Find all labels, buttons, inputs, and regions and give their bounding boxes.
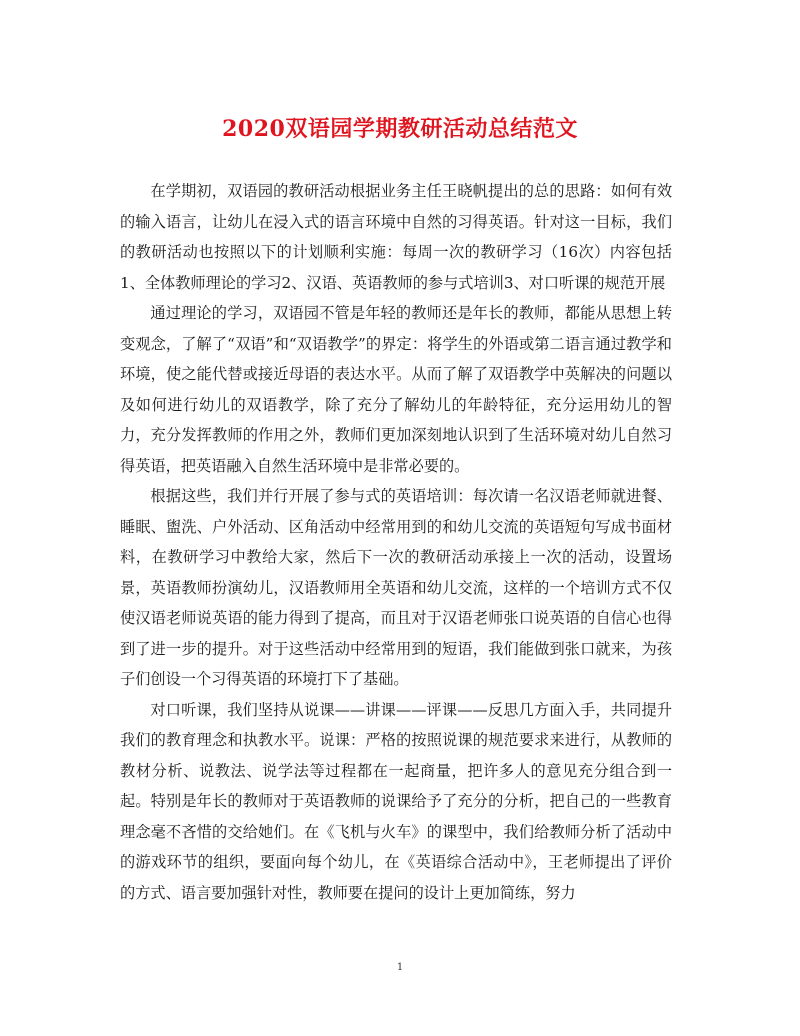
paragraph-2: 通过理论的学习，双语园不管是年轻的教师还是年长的教师，都能从思想上转变观念，了解了“双语”和“双语教学”的界定：将学生的外语或第二语言通过教学和环境，使之能代替或接近母语的表达水平。从而了解了双语教学中英解决的问题以及如何进行幼儿的双语教学，除了充分了解幼儿的年龄特征，充分运用幼儿的智力，充分发挥教师的作用之外，教师们更加深刻地认识到了生活环境对幼儿自然习得英语，把英语融入自然生活环境中是非常必要的。: [120, 304, 672, 475]
page-number: 1: [396, 962, 404, 973]
document-body: [120, 176, 672, 908]
paragraph-1: 在学期初，双语园的教研活动根据业务主任王晓帆提出的总的思路：如何有效的输入语言，让幼儿在浸入式的语言环境中自然的习得英语。针对这一目标，我们的教研活动也按照以下的计划顺利实施：每周一次的教研学习（16次）内容包括1、全体教师理论的学习2、汉语、英语教师的参与式培训3、对口听课的规范开展: [120, 182, 672, 292]
document-title: 2020双语园学期教研活动总结范文: [222, 116, 578, 142]
paragraph-3: 根据这些，我们并行开展了参与式的英语培训：每次请一名汉语老师就进餐、睡眠、盥洗、户外活动、区角活动中经常用到的和幼儿交流的英语短句写成书面材料，在教研学习中教给大家，然后下一次的教研活动承接上一次的活动，设置场景，英语教师扮演幼儿，汉语教师用全英语和幼儿交流，这样的一个培训方式不仅使汉语老师说英语的能力得到了提高，而且对于汉语老师张口说英语的自信心也得到了进一步的提升。对于这些活动中经常用到的短语，我们能做到张口就来，为孩子们创设一个习得英语的环境打下了基础。: [120, 487, 672, 688]
paragraph-4: 对口听课，我们坚持从说课——讲课——评课——反思几方面入手，共同提升我们的教育理念和执教水平。说课：严格的按照说课的规范要求来进行，从教师的教材分析、说教法、说学法等过程都在一起商量，把许多人的意见充分组合到一起。特别是年长的教师对于英语教师的说课给予了充分的分析，把自己的一些教育理念毫不吝惜的交给她们。在《飞机与火车》的课型中，我们给教师分析了活动中的游戏环节的组织，要面向每个幼儿，在《英语综合活动中》，王老师提出了评价的方式、语言要加强针对性，教师要在提问的设计上更加简练，努力: [120, 700, 672, 902]
